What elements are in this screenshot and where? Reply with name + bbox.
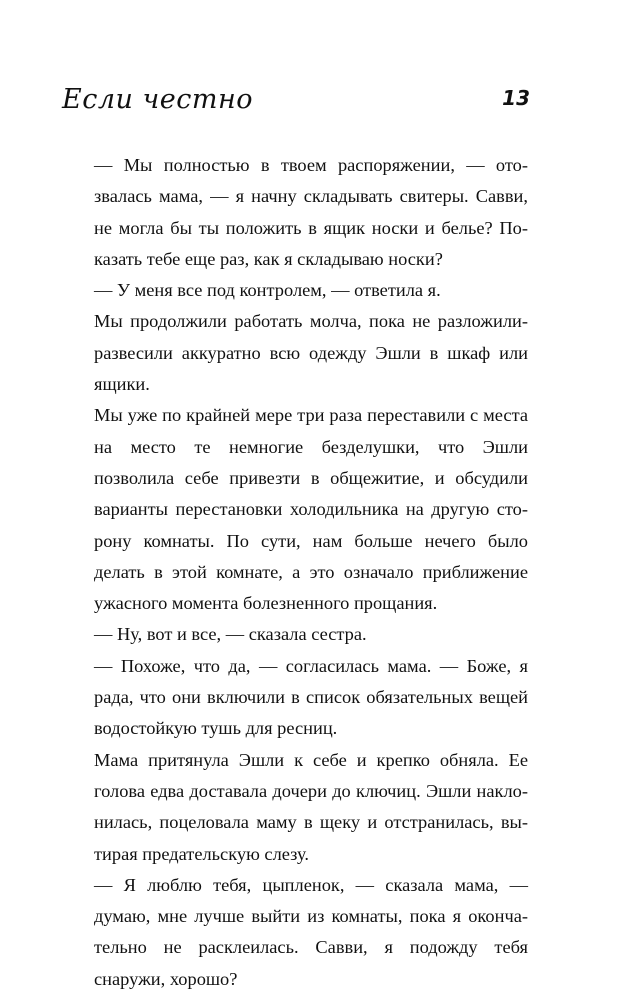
paragraph: Мы уже по крайней мере три раза переставили с места на место те немногие безделушки, что Эшли позволила себе привезти в общежитие, и обсудили варианты перестановки холодильника на другую сторону комнаты. По сути, нам больше нечего было делать в этой комнате, а это означало приближение ужасного момента болезненного прощания.	[94, 405, 528, 614]
paragraph: — Я люблю тебя, цыпленок, — сказала мама, — думаю, мне лучше выйти из комнаты, пока я окончательно не расклеилась. Савви, я подожду тебя снаружи, хорошо?	[94, 874, 528, 989]
paragraph: — У меня все под контролем, — ответила я.	[94, 280, 441, 301]
body-text	[94, 150, 528, 995]
paragraph: — Ну, вот и все, — сказала сестра.	[94, 624, 367, 645]
paragraph: Мы продолжили работать молча, пока не разложили-развесили аккуратно всю одежду Эшли в шкаф или ящики.	[94, 311, 528, 395]
paragraph: — Мы полностью в твоем распоряжении, — отозвалась мама, — я начну складывать свитеры. Савви, не могла бы ты положить в ящик носки и белье? Показать тебе еще раз, как я складываю носки?	[94, 155, 528, 269]
paragraph: Мама притянула Эшли к себе и крепко обняла. Ее голова едва доставала дочери до ключиц. Эшли наклонилась, поцеловала маму в щеку и отстранилась, вытирая предательскую слезу.	[94, 749, 528, 864]
page-number: 13	[502, 86, 530, 110]
paragraph: — Похоже, что да, — согласилась мама. — Боже, я рада, что они включили в список обязательных вещей водостойкую тушь для ресниц.	[94, 655, 528, 739]
page-header	[62, 84, 530, 120]
running-title: Если честно	[62, 84, 254, 115]
